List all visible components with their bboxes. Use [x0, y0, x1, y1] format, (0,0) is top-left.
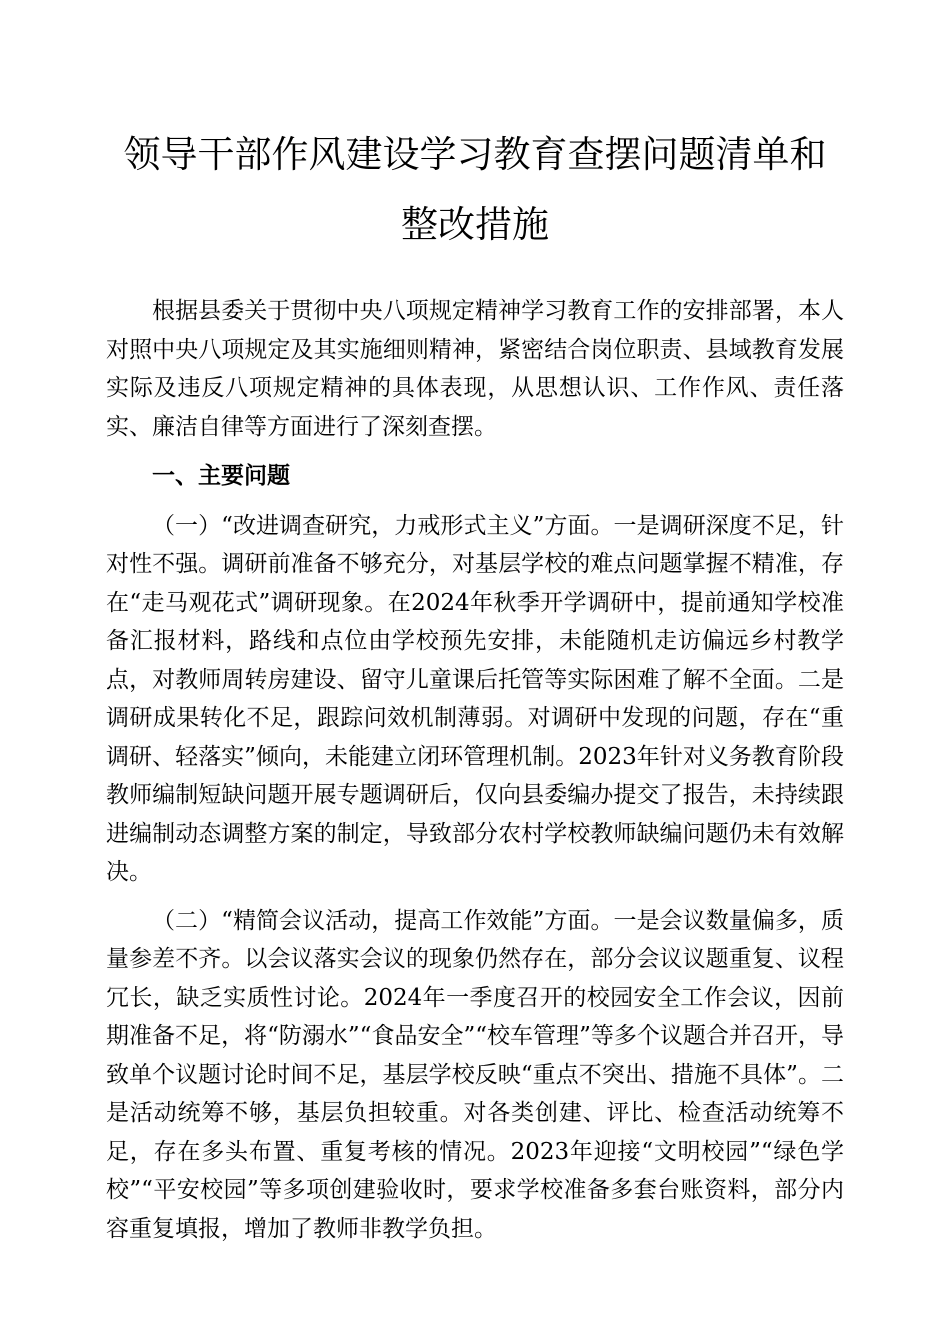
problem-item-two: （二）“精简会议活动，提高工作效能”方面。一是会议数量偏多，质量参差不齐。以会议落实会议的现象仍然存在，部分会议议题重复、议程冗长，缺乏实质性讨论。2024年一季度召开的校园安全工作会议，因前期准备不足，将“防溺水”“食品安全”“校车管理”等多个议题合并召开，导致单个议题讨论时间不足，基层学校反映“重点不突出、措施不具体”。二是活动统筹不够，基层负担较重。对各类创建、评比、检查活动统筹不足，存在多头布置、重复考核的情况。2023年迎接“文明校园”“绿色学校”“平安校园”等多项创建验收时，要求学校准备多套台账资料，部分内容重复填报，增加了教师非教学负担。	[106, 907, 844, 1242]
section-heading: 一、主要问题	[152, 463, 290, 489]
document-title: 领导干部作风建设学习教育查摆问题清单和整改措施	[123, 133, 827, 246]
problem-item-one: （一）“改进调查研究，力戒形式主义”方面。一是调研深度不足，针对性不强。调研前准备不够充分，对基层学校的难点问题掌握不精准，存在“走马观花式”调研现象。在2024年秋季开学调研中，提前通知学校准备汇报材料，路线和点位由学校预先安排，未能随机走访偏远乡村教学点，对教师周转房建设、留守儿童课后托管等实际困难了解不全面。二是调研成果转化不足，跟踪问效机制薄弱。对调研中发现的问题，存在“重调研、轻落实”倾向，未能建立闭环管理机制。2023年针对义务教育阶段教师编制短缺问题开展专题调研后，仅向县委编办提交了报告，未持续跟进编制动态调整方案的制定，导致部分农村学校教师缺编问题仍未有效解决。	[106, 512, 844, 885]
document-page	[106, 0, 844, 1248]
intro-paragraph: 根据县委关于贯彻中央八项规定精神学习教育工作的安排部署，本人对照中央八项规定及其实施细则精神，紧密结合岗位职责、县域教育发展实际及违反八项规定精神的具体表现，从思想认识、工作作风、责任落实、廉洁自律等方面进行了深刻查摆。	[106, 298, 844, 440]
